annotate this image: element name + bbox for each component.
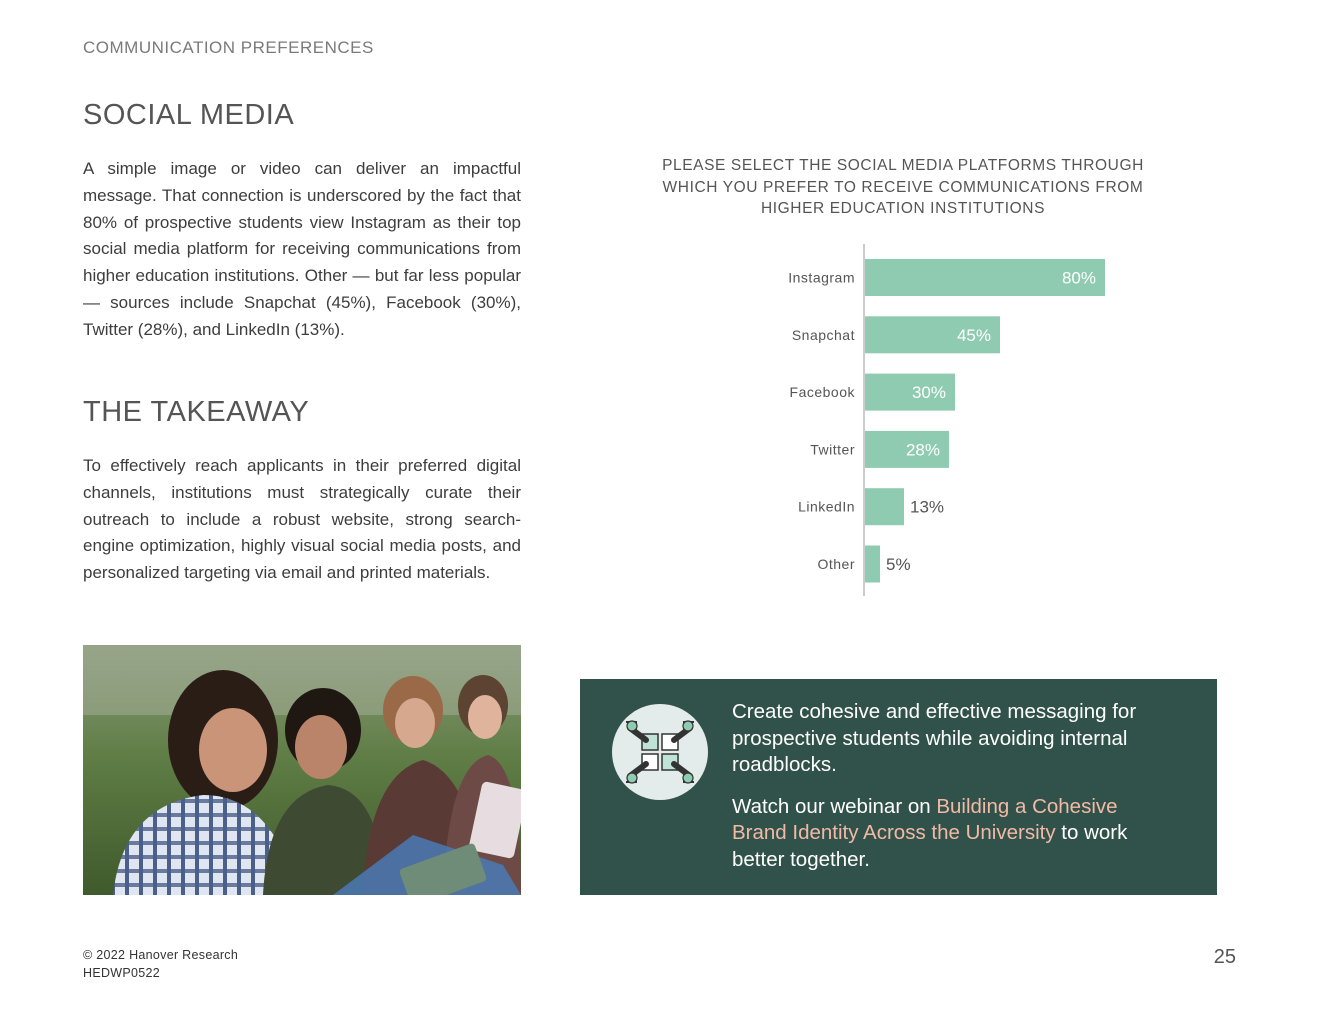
category-label: LinkedIn xyxy=(798,498,855,515)
cta-suffix: to work better together. xyxy=(732,821,1128,871)
takeaway-paragraph: To effectively reach applicants in their preferred digital channels, institutions must strategically curate their outreach to include a robust website, strong search-engine optimization, highly visual social media posts, and personalized targeting via email and printed materials. xyxy=(83,456,521,583)
page-number: 25 xyxy=(1213,946,1236,968)
social-media-paragraph: A simple image or video can deliver an impactful message. That connection is underscored by the fact that 80% of prospective students view Instagram as their top social media platform for receiving communications from higher education institutions. Other — but far less popular — sources include Snapchat (45%), Facebook (30%), Twitter (28%), and LinkedIn (13%). xyxy=(83,159,521,339)
webinar-callout xyxy=(580,679,1217,895)
students-photo-illustration xyxy=(83,645,521,895)
value-label: 80% xyxy=(1061,268,1096,288)
category-label: Instagram xyxy=(788,269,855,286)
cta-webinar-line xyxy=(732,794,1142,874)
value-label: 30% xyxy=(911,383,946,403)
bar-other xyxy=(865,546,880,583)
value-label: 28% xyxy=(905,440,940,460)
social-media-bar-chart xyxy=(700,236,1180,606)
puzzle-hands-icon xyxy=(612,704,708,800)
category-label: Snapchat xyxy=(791,326,855,343)
document-code: HEDWP0522 xyxy=(83,966,161,980)
students-photo xyxy=(83,645,521,895)
bar-linkedin xyxy=(865,488,904,525)
takeaway-heading: THE TAKEAWAY xyxy=(83,396,310,428)
value-label: 13% xyxy=(910,497,945,517)
value-label: 45% xyxy=(956,325,991,345)
cta-prefix: Watch our webinar on xyxy=(732,794,937,818)
copyright: © 2022 Hanover Research xyxy=(83,948,239,962)
value-label: 5% xyxy=(886,555,911,574)
category-label: Twitter xyxy=(810,441,855,458)
category-label: Facebook xyxy=(789,384,855,401)
cta-message: Create cohesive and effective messaging for prospective students while avoiding internal roadblocks. xyxy=(732,700,1137,776)
footer xyxy=(83,946,238,982)
chart-title: PLEASE SELECT THE SOCIAL MEDIA PLATFORMS THROUGH WHICH YOU PREFER TO RECEIVE COMMUNICATIONS FROM HIGHER EDUCATION INSTITUTIONS xyxy=(662,157,1144,217)
social-media-heading: SOCIAL MEDIA xyxy=(83,99,295,131)
section-label: COMMUNICATION PREFERENCES xyxy=(83,38,374,57)
category-label: Other xyxy=(817,556,855,572)
webinar-link[interactable]: Building a Cohesive Brand Identity Across the University xyxy=(732,794,1118,844)
